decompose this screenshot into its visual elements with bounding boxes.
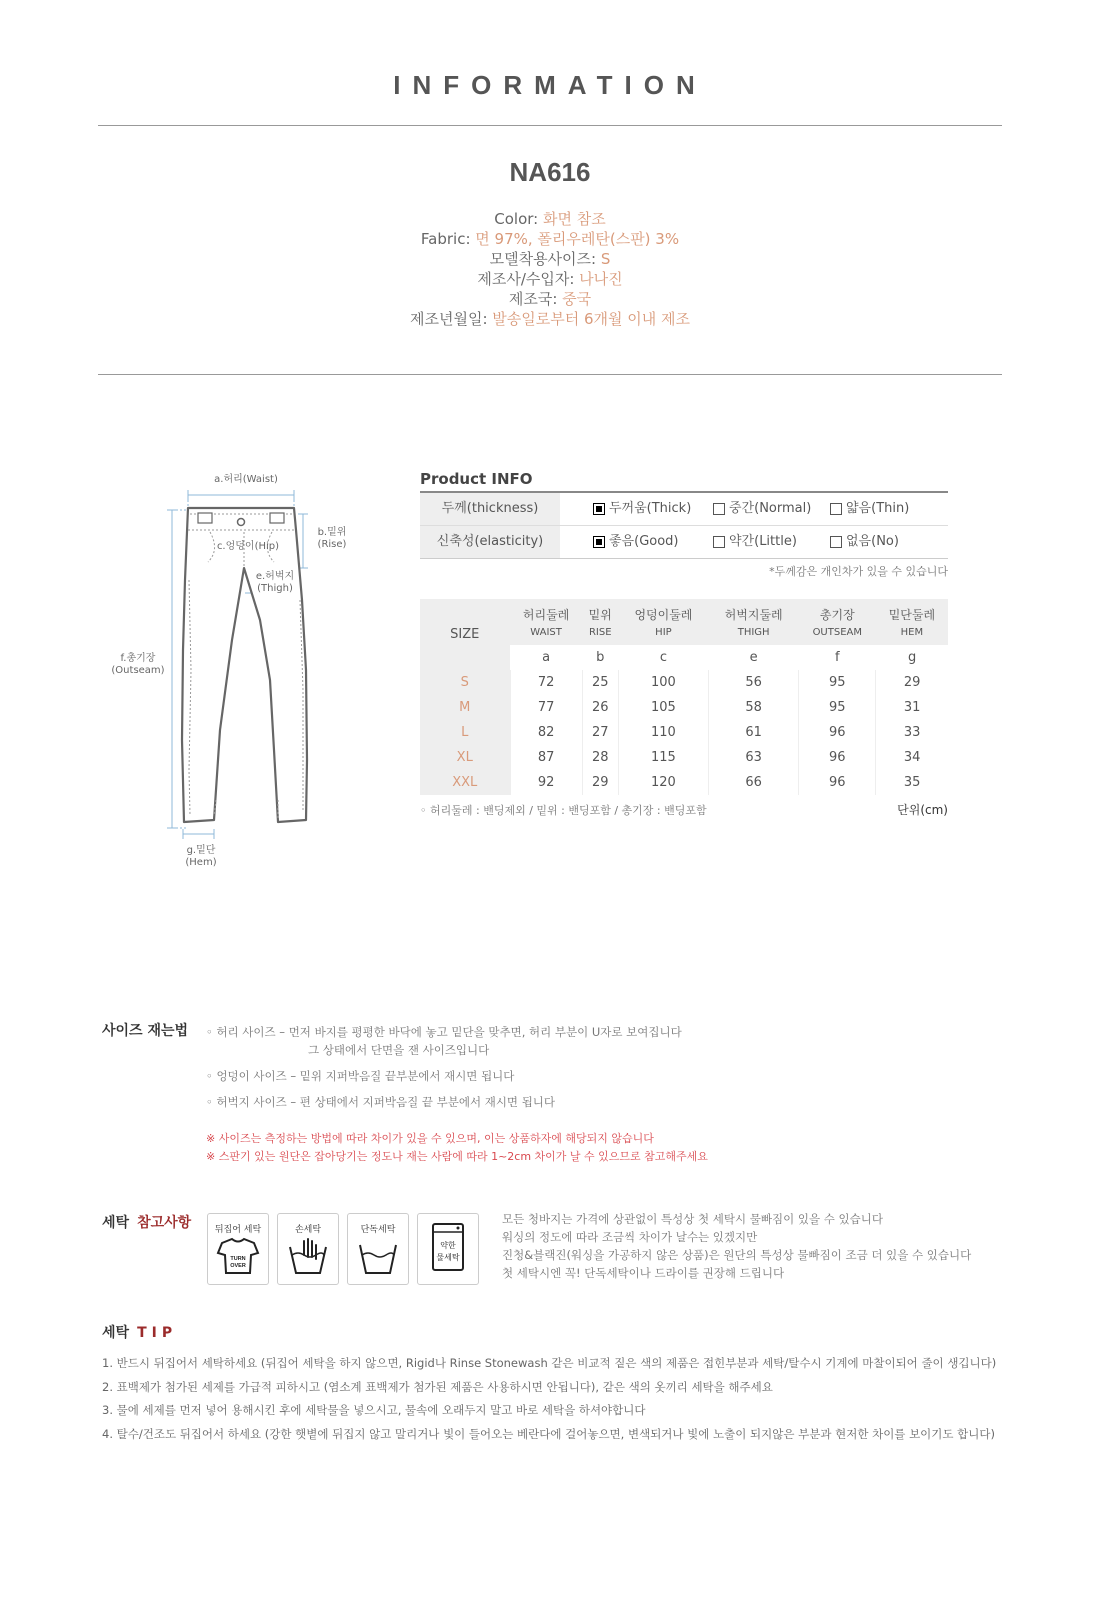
checkbox-empty-icon: [713, 503, 725, 515]
label-rise: b.밑위 (Rise): [317, 527, 347, 550]
list-item: 3. 물에 세제를 먼저 넣어 용해시킨 후에 세탁물을 넣으시고, 물속에 오래두지 말고 바로 세탁을 하셔야합니다: [102, 1403, 646, 1417]
letter-f: f: [799, 645, 876, 670]
list-item: 1. 반드시 뒤집어서 세탁하세요 (뒤집어 세탁을 하지 않으면, Rigid나 Rinse Stonewash 같은 비교적 짙은 색의 제품은 접힌부분과 세탁/탈수시 기계에 마찰이되어 줄이 생깁니다): [102, 1356, 997, 1370]
divider-top: [98, 125, 1002, 126]
wash-title: 세탁 참고사항: [102, 1215, 192, 1231]
option-thick: 두꺼움(Thick): [593, 493, 691, 525]
option-good: 좋음(Good): [593, 526, 679, 558]
measure-hip: ◦ 엉덩이 사이즈 – 밑위 지퍼박음질 끝부분에서 재시면 됩니다: [206, 1069, 515, 1083]
table-row: L 82 27 110 61 96 33: [420, 720, 948, 745]
list-item: 4. 탈수/건조도 뒤집어서 하세요 (강한 햇볕에 뒤집지 않고 말리거나 빛이 들어오는 베란다에 걸어놓으면, 변색되거나 빛에 노출이 되지않은 부분과 현저한 차이를 보이기도 합니다): [102, 1426, 995, 1441]
product-info-bottom-rule: [420, 558, 948, 559]
size-header: SIZE: [420, 599, 510, 670]
checkbox-empty-icon: [713, 536, 725, 548]
checkbox-empty-icon: [830, 536, 842, 548]
elasticity-row: [420, 526, 948, 558]
wash-card-hand-wash: 손세탁: [277, 1213, 339, 1285]
measure-warning-2: ※ 스판기 있는 원단은 잡아당기는 정도나 재는 사람에 따라 1~2cm 차이가 날 수 있으므로 참고해주세요: [206, 1150, 708, 1163]
spec-fabric: Fabric: 면 97%, 폴리우레탄(스판) 3%: [420, 230, 680, 248]
letter-g: g: [876, 645, 948, 670]
spec-manufacture-date: 제조년월일: 발송일로부터 6개월 이내 제조: [409, 310, 690, 328]
product-code: NA616: [509, 157, 591, 187]
size-table: [420, 599, 948, 795]
option-no: 없음(No): [830, 526, 899, 558]
option-thin: 얇음(Thin): [830, 493, 909, 525]
label-outseam: f.총기장 (Outseam): [111, 653, 165, 676]
col-hip: 엉덩이둘레 HIP: [618, 599, 708, 645]
measure-title: 사이즈 재는법: [102, 1023, 189, 1039]
measure-thigh: ◦ 허벅지 사이즈 – 편 상태에서 지퍼박음질 끝 부분에서 재시면 됩니다: [206, 1095, 556, 1109]
measure-warning-1: ※ 사이즈는 측정하는 방법에 따라 차이가 있을 수 있으며, 이는 상품하자에 해당되지 않습니다: [206, 1132, 654, 1145]
spec-manufacturer: 제조사/수입자: 나나진: [477, 270, 623, 288]
wash-card-turn-over: 뒤집어 세탁 TURN OVER: [207, 1213, 269, 1285]
divider-middle: [98, 374, 1002, 375]
spec-model-size: 모델착용사이즈: S: [489, 250, 611, 268]
measure-waist-cont: 그 상태에서 단면을 잰 사이즈입니다: [308, 1043, 490, 1057]
letter-c: c: [618, 645, 708, 670]
unit-label: 단위(cm): [897, 803, 948, 817]
table-row: M 77 26 105 58 95 31: [420, 695, 948, 720]
wash-card-gentle: [417, 1213, 479, 1285]
thickness-row: [420, 493, 948, 525]
page-title: INFORMATION: [393, 70, 707, 100]
thickness-label: 두께(thickness): [420, 493, 560, 525]
col-hem: 밑단둘레 HEM: [876, 599, 948, 645]
label-thigh: e.허벅지 (Thigh): [255, 571, 295, 594]
size-table-note: ◦ 허리둘레 : 밴딩제외 / 밑위 : 밴딩포함 / 총기장 : 밴딩포함: [420, 804, 707, 817]
table-row: XL 87 28 115 63 96 34: [420, 745, 948, 770]
measure-waist: ◦ 허리 사이즈 – 먼저 바지를 평평한 바닥에 놓고 밑단을 맞추면, 허리 부분이 U자로 보여집니다: [206, 1025, 682, 1039]
product-specs: [0, 209, 1100, 329]
option-little: 약간(Little): [713, 526, 797, 558]
col-waist: 허리둘레 WAIST: [510, 599, 582, 645]
wash-card-separate: 단독세탁: [347, 1213, 409, 1285]
wash-tub-icon: [348, 1235, 408, 1279]
gentle-wash-icon: [418, 1214, 478, 1280]
label-waist: a.허리(Waist): [214, 474, 278, 485]
col-rise: 밑위 RISE: [582, 599, 618, 645]
list-item: 2. 표백제가 첨가된 세제를 가급적 피하시고 (염소계 표백제가 첨가된 제품은 사용하시면 안됩니다), 같은 색의 옷끼리 세탁을 해주세요: [102, 1379, 773, 1394]
tips-title: 세탁 TIP: [102, 1325, 178, 1341]
svg-text:TURN: TURN: [230, 1256, 246, 1262]
label-hem: g.밑단 (Hem): [185, 845, 217, 868]
option-normal: 중간(Normal): [713, 493, 811, 525]
turn-over-shirt-icon: [208, 1235, 268, 1279]
wash-description: 모든 청바지는 가격에 상관없이 특성상 첫 세탁시 물빠짐이 있을 수 있습니다 워싱의 정도에 따라 조금씩 차이가 날수는 있겠지만 진청&블랙진(워싱을 가공하지 않은 상품)은 원단의 특성상 물빠짐이 조금 더 있을 수 있습니다 첫 세탁시엔 꼭! 단독세탁이나 드라이를 권장해 드립니다: [502, 1212, 972, 1280]
thickness-note: *두께감은 개인차가 있을 수 있습니다: [769, 565, 948, 578]
col-thigh: 허벅지둘레 THIGH: [709, 599, 799, 645]
letter-e: e: [709, 645, 799, 670]
hand-wash-icon: [278, 1235, 338, 1279]
letter-b: b: [582, 645, 618, 670]
product-info-title: Product INFO: [420, 470, 533, 488]
checkbox-checked-icon: [593, 536, 605, 548]
elasticity-label: 신축성(elasticity): [420, 526, 560, 558]
table-row: XXL 92 29 120 66 96 35: [420, 770, 948, 795]
size-table-header: [420, 599, 948, 645]
svg-text:OVER: OVER: [230, 1263, 246, 1269]
tips-list: [102, 1352, 996, 1446]
label-hip: c.엉덩이(Hip): [216, 541, 280, 552]
svg-text:물세탁: 물세탁: [436, 1253, 460, 1262]
spec-country: 제조국: 중국: [508, 290, 592, 308]
checkbox-empty-icon: [830, 503, 842, 515]
checkbox-checked-icon: [593, 503, 605, 515]
letter-a: a: [510, 645, 582, 670]
col-outseam: 총기장 OUTSEAM: [799, 599, 876, 645]
table-row: S 72 25 100 56 95 29: [420, 670, 948, 695]
spec-color: Color: 화면 참조: [494, 210, 606, 228]
svg-text:약한: 약한: [440, 1241, 456, 1250]
